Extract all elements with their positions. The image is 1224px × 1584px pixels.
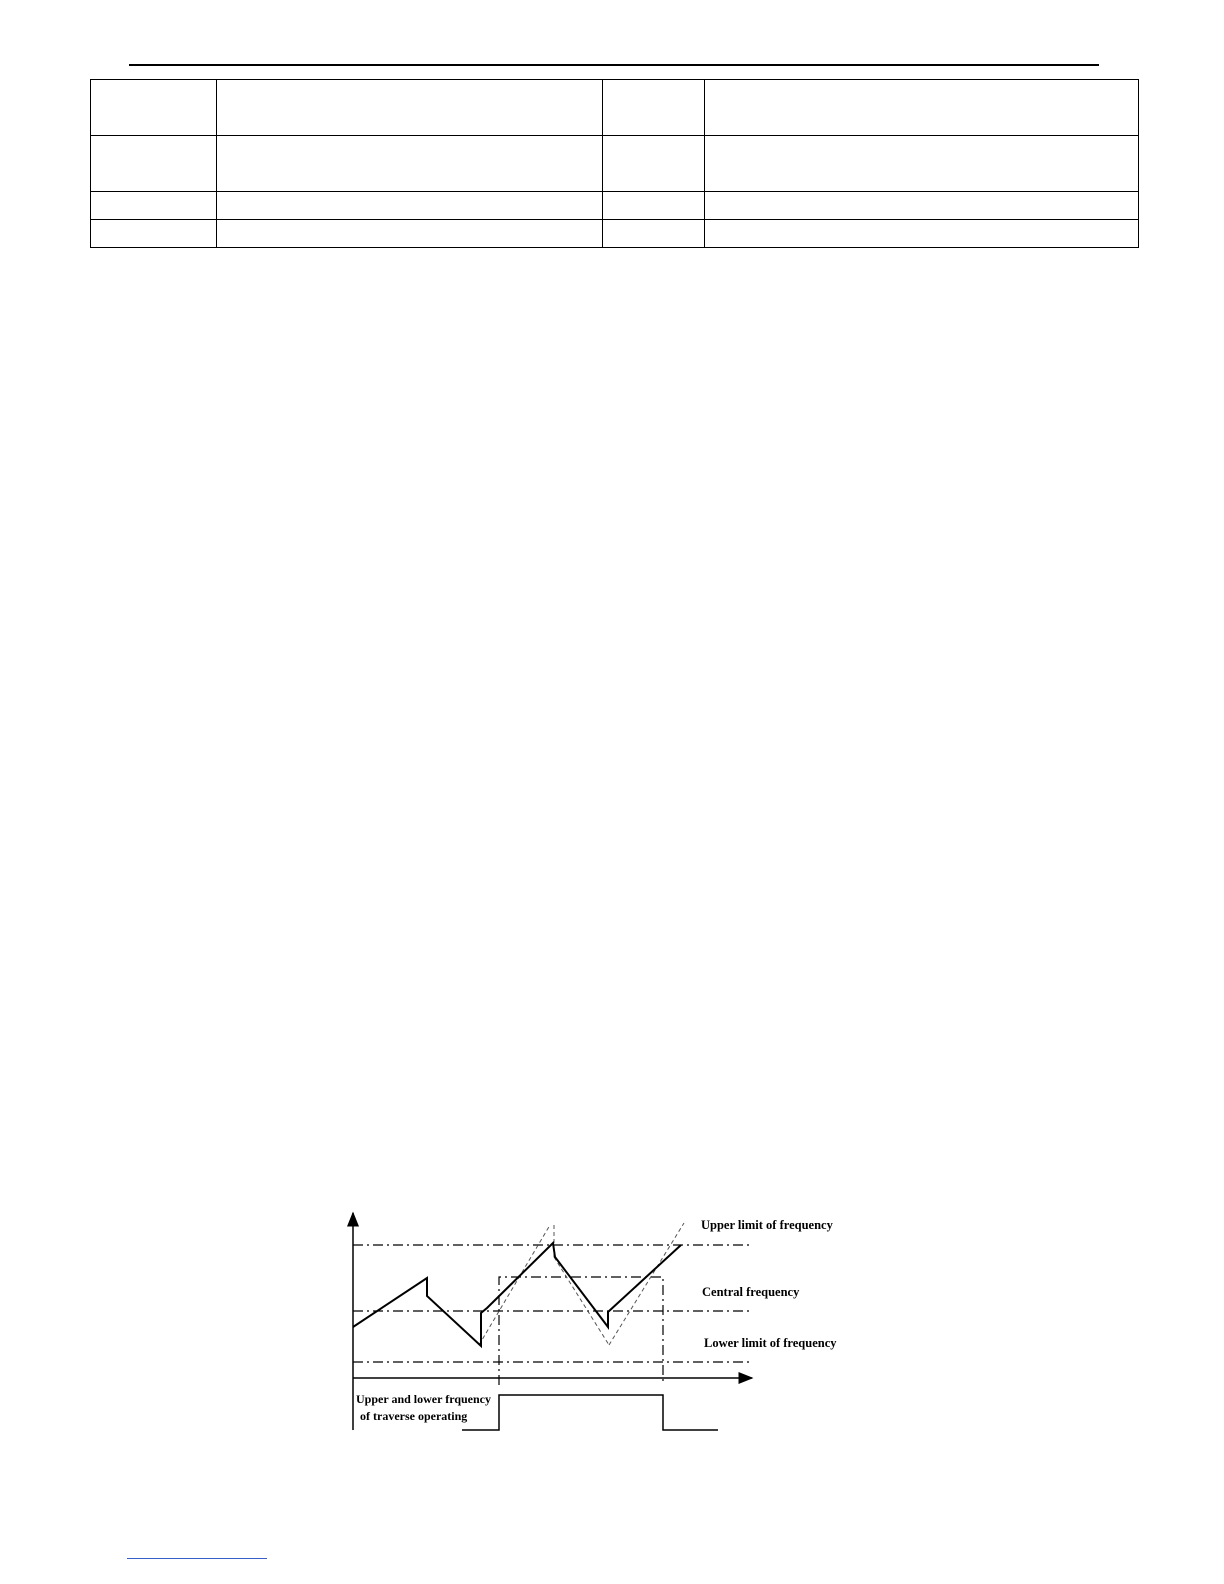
traverse-diagram-svg — [340, 1205, 860, 1440]
footer-link-underline[interactable] — [127, 1558, 267, 1559]
label-lower-limit: Lower limit of frequency — [704, 1336, 837, 1350]
dashed-extension — [554, 1257, 609, 1345]
traverse-waveform — [353, 1243, 681, 1346]
table-cell — [705, 220, 1139, 248]
table-cell — [217, 136, 603, 192]
table-cell — [603, 220, 705, 248]
label-traverse-line1: Upper and lower frquency — [356, 1392, 492, 1406]
table-row — [91, 136, 1139, 192]
label-central-frequency: Central frequency — [702, 1285, 800, 1299]
table-cell — [91, 220, 217, 248]
table-cell — [603, 136, 705, 192]
traverse-frequency-diagram — [340, 1205, 860, 1440]
label-traverse-line2: of traverse operating — [360, 1409, 468, 1423]
table-cell — [91, 80, 217, 136]
table-cell — [217, 192, 603, 220]
traverse-window-box — [499, 1277, 663, 1385]
table-cell — [603, 192, 705, 220]
table-cell — [705, 192, 1139, 220]
table-row — [91, 80, 1139, 136]
label-upper-limit: Upper limit of frequency — [701, 1218, 833, 1232]
table-cell — [705, 80, 1139, 136]
table-cell — [603, 80, 705, 136]
table-cell — [705, 136, 1139, 192]
table-row — [91, 220, 1139, 248]
parameter-table — [90, 79, 1139, 248]
traverse-operating-pulse — [462, 1395, 718, 1430]
header-rule — [129, 64, 1099, 66]
table-cell — [217, 80, 603, 136]
table-cell — [91, 136, 217, 192]
table-cell — [217, 220, 603, 248]
table-row — [91, 192, 1139, 220]
dashed-extension — [479, 1225, 550, 1345]
dashed-extension — [609, 1223, 684, 1345]
table-cell — [91, 192, 217, 220]
